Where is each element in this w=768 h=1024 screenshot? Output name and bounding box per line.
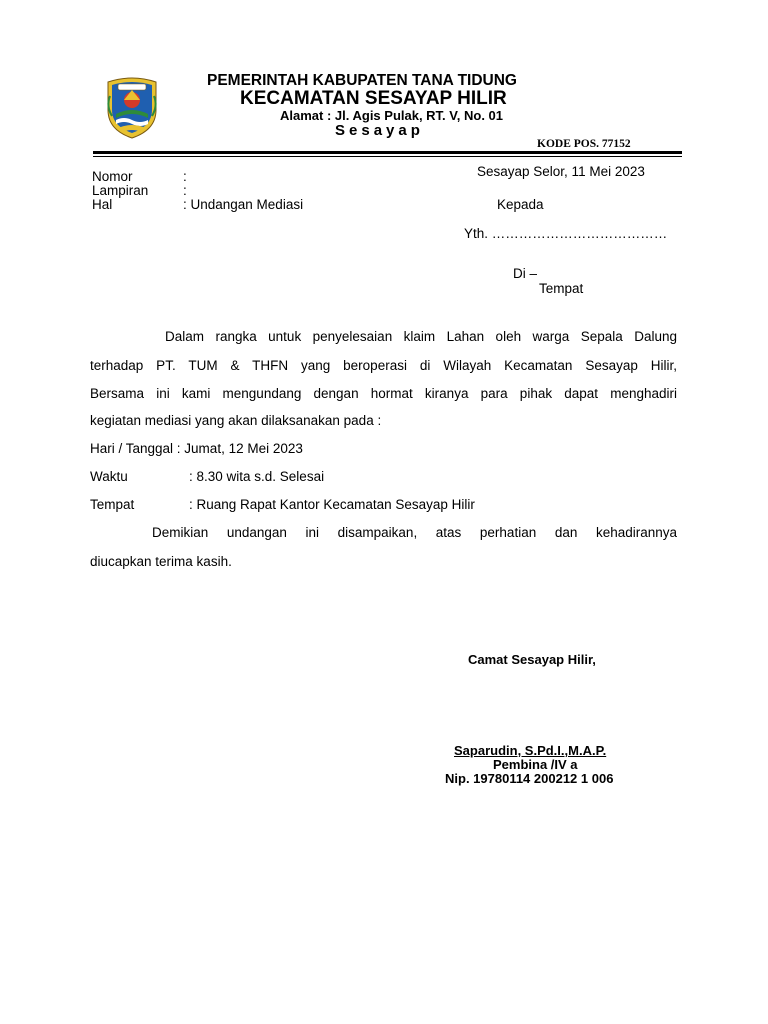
postal-code: KODE POS. 77152 bbox=[537, 138, 631, 150]
recipient-yth: Yth. ………………………………… bbox=[464, 226, 668, 241]
attachment-value: : bbox=[183, 183, 187, 198]
recipient-di: Di – bbox=[513, 266, 538, 281]
date-place: Sesayap Selor, 11 Mei 2023 bbox=[477, 164, 645, 179]
government-title: PEMERINTAH KABUPATEN TANA TIDUNG bbox=[207, 72, 517, 89]
body-line-4: kegiatan mediasi yang akan dilaksanakan pada : bbox=[90, 413, 382, 428]
town-name: Sesayap bbox=[335, 122, 424, 139]
subject-value: : Undangan Mediasi bbox=[183, 197, 304, 212]
attachment-label: Lampiran bbox=[92, 183, 149, 198]
letterhead-divider-thin bbox=[93, 156, 682, 157]
closing-line-2: diucapkan terima kasih. bbox=[90, 554, 232, 569]
subject-label: Hal bbox=[92, 197, 113, 212]
number-value: : bbox=[183, 169, 187, 184]
recipient-to-label: Kepada bbox=[497, 197, 544, 212]
letterhead-divider-thick bbox=[93, 151, 682, 154]
number-label: Nomor bbox=[92, 169, 133, 184]
body-line-3: Bersama ini kami mengundang dengan hormat kiranya para pihak dapat menghadiri bbox=[90, 386, 677, 401]
office-address: Alamat : Jl. Agis Pulak, RT. V, No. 01 bbox=[280, 108, 503, 123]
body-line-2: terhadap PT. TUM & THFN yang beroperasi di Wilayah Kecamatan Sesayap Hilir, bbox=[90, 358, 677, 373]
signatory-title: Camat Sesayap Hilir, bbox=[468, 652, 596, 667]
time-value: : 8.30 wita s.d. Selesai bbox=[189, 469, 325, 484]
district-title: KECAMATAN SESAYAP HILIR bbox=[240, 88, 507, 109]
signatory-name: Saparudin, S.Pd.I.,M.A.P. bbox=[454, 743, 607, 758]
venue-label: Tempat bbox=[90, 497, 135, 512]
recipient-place: Tempat bbox=[539, 281, 584, 296]
regency-crest-icon bbox=[104, 76, 160, 140]
venue-value: : Ruang Rapat Kantor Kecamatan Sesayap Hilir bbox=[189, 497, 475, 512]
body-line-1: Dalam rangka untuk penyelesaian klaim Lahan oleh warga Sepala Dalung bbox=[165, 329, 677, 344]
time-label: Waktu bbox=[90, 469, 128, 484]
signatory-rank: Pembina /IV a bbox=[493, 757, 578, 772]
signatory-nip: Nip. 19780114 200212 1 006 bbox=[445, 771, 614, 786]
day-date: Hari / Tanggal : Jumat, 12 Mei 2023 bbox=[90, 441, 303, 456]
closing-line-1: Demikian undangan ini disampaikan, atas perhatian dan kehadirannya bbox=[152, 525, 677, 540]
